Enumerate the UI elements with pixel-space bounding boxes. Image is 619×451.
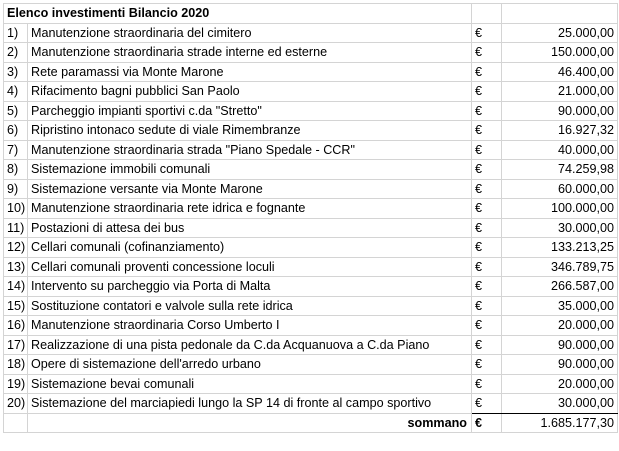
table-title[interactable]: Elenco investimenti Bilancio 2020 xyxy=(4,4,472,24)
item-currency[interactable]: € xyxy=(472,199,502,219)
item-number[interactable]: 13) xyxy=(4,257,28,277)
table-row xyxy=(4,160,618,180)
table-row xyxy=(4,43,618,63)
investments-table xyxy=(3,3,618,433)
item-amount[interactable]: 16.927,32 xyxy=(502,121,618,141)
item-number[interactable]: 2) xyxy=(4,43,28,63)
table-row xyxy=(4,296,618,316)
item-number[interactable]: 9) xyxy=(4,179,28,199)
table-row xyxy=(4,62,618,82)
title-row xyxy=(4,4,618,24)
item-description[interactable]: Sistemazione del marciapiedi lungo la SP 14 di fronte al campo sportivo xyxy=(28,394,472,414)
table-row xyxy=(4,121,618,141)
item-amount[interactable]: 21.000,00 xyxy=(502,82,618,102)
item-number[interactable]: 19) xyxy=(4,374,28,394)
item-currency[interactable]: € xyxy=(472,257,502,277)
table-row xyxy=(4,199,618,219)
item-amount[interactable]: 30.000,00 xyxy=(502,394,618,414)
item-number[interactable]: 8) xyxy=(4,160,28,180)
item-amount[interactable]: 90.000,00 xyxy=(502,355,618,375)
item-currency[interactable]: € xyxy=(472,296,502,316)
item-description[interactable]: Rifacimento bagni pubblici San Paolo xyxy=(28,82,472,102)
item-number[interactable]: 14) xyxy=(4,277,28,297)
table-row xyxy=(4,238,618,258)
item-currency[interactable]: € xyxy=(472,62,502,82)
total-currency[interactable]: € xyxy=(472,413,502,433)
item-number[interactable]: 18) xyxy=(4,355,28,375)
table-row xyxy=(4,23,618,43)
item-currency[interactable]: € xyxy=(472,238,502,258)
item-number[interactable]: 16) xyxy=(4,316,28,336)
item-amount[interactable]: 20.000,00 xyxy=(502,316,618,336)
item-currency[interactable]: € xyxy=(472,374,502,394)
empty-cell[interactable] xyxy=(502,4,618,24)
item-number[interactable]: 6) xyxy=(4,121,28,141)
item-currency[interactable]: € xyxy=(472,160,502,180)
item-currency[interactable]: € xyxy=(472,394,502,414)
item-description[interactable]: Sistemazione versante via Monte Marone xyxy=(28,179,472,199)
item-amount[interactable]: 35.000,00 xyxy=(502,296,618,316)
item-amount[interactable]: 90.000,00 xyxy=(502,101,618,121)
item-number[interactable]: 12) xyxy=(4,238,28,258)
item-currency[interactable]: € xyxy=(472,43,502,63)
table-row xyxy=(4,140,618,160)
total-row xyxy=(4,413,618,433)
empty-cell[interactable] xyxy=(4,413,28,433)
item-currency[interactable]: € xyxy=(472,82,502,102)
table-row xyxy=(4,335,618,355)
item-description[interactable]: Cellari comunali (cofinanziamento) xyxy=(28,238,472,258)
item-amount[interactable]: 30.000,00 xyxy=(502,218,618,238)
item-description[interactable]: Rete paramassi via Monte Marone xyxy=(28,62,472,82)
table-row xyxy=(4,374,618,394)
item-currency[interactable]: € xyxy=(472,179,502,199)
item-description[interactable]: Intervento su parcheggio via Porta di Malta xyxy=(28,277,472,297)
item-description[interactable]: Sistemazione immobili comunali xyxy=(28,160,472,180)
table-row xyxy=(4,355,618,375)
item-number[interactable]: 20) xyxy=(4,394,28,414)
item-number[interactable]: 1) xyxy=(4,23,28,43)
item-description[interactable]: Opere di sistemazione dell'arredo urbano xyxy=(28,355,472,375)
item-description[interactable]: Manutenzione straordinaria rete idrica e fognante xyxy=(28,199,472,219)
item-number[interactable]: 17) xyxy=(4,335,28,355)
item-description[interactable]: Manutenzione straordinaria Corso Umberto I xyxy=(28,316,472,336)
item-currency[interactable]: € xyxy=(472,121,502,141)
total-amount[interactable]: 1.685.177,30 xyxy=(502,413,618,433)
item-number[interactable]: 15) xyxy=(4,296,28,316)
item-description[interactable]: Realizzazione di una pista pedonale da C.da Acquanuova a C.da Piano xyxy=(28,335,472,355)
table-row xyxy=(4,316,618,336)
item-currency[interactable]: € xyxy=(472,355,502,375)
table-row xyxy=(4,82,618,102)
item-currency[interactable]: € xyxy=(472,218,502,238)
table-row xyxy=(4,277,618,297)
item-amount[interactable]: 40.000,00 xyxy=(502,140,618,160)
item-currency[interactable]: € xyxy=(472,335,502,355)
table-row xyxy=(4,179,618,199)
table-row xyxy=(4,101,618,121)
item-amount[interactable]: 20.000,00 xyxy=(502,374,618,394)
item-amount[interactable]: 346.789,75 xyxy=(502,257,618,277)
item-amount[interactable]: 74.259,98 xyxy=(502,160,618,180)
item-number[interactable]: 10) xyxy=(4,199,28,219)
item-currency[interactable]: € xyxy=(472,23,502,43)
empty-cell[interactable] xyxy=(472,4,502,24)
item-currency[interactable]: € xyxy=(472,316,502,336)
item-description[interactable]: Postazioni di attesa dei bus xyxy=(28,218,472,238)
item-amount[interactable]: 100.000,00 xyxy=(502,199,618,219)
item-description[interactable]: Sostituzione contatori e valvole sulla rete idrica xyxy=(28,296,472,316)
item-number[interactable]: 5) xyxy=(4,101,28,121)
item-description[interactable]: Manutenzione straordinaria del cimitero xyxy=(28,23,472,43)
item-description[interactable]: Parcheggio impianti sportivi c.da "Stretto" xyxy=(28,101,472,121)
item-amount[interactable]: 46.400,00 xyxy=(502,62,618,82)
table-row xyxy=(4,218,618,238)
item-number[interactable]: 4) xyxy=(4,82,28,102)
item-amount[interactable]: 90.000,00 xyxy=(502,335,618,355)
item-description[interactable]: Sistemazione bevai comunali xyxy=(28,374,472,394)
item-currency[interactable]: € xyxy=(472,101,502,121)
table-row xyxy=(4,394,618,414)
item-amount[interactable]: 25.000,00 xyxy=(502,23,618,43)
investments-table-body xyxy=(4,4,618,433)
item-description[interactable]: Manutenzione straordinaria strada "Piano Spedale - CCR" xyxy=(28,140,472,160)
item-currency[interactable]: € xyxy=(472,277,502,297)
total-label[interactable]: sommano xyxy=(28,413,472,433)
item-number[interactable]: 7) xyxy=(4,140,28,160)
item-description[interactable]: Cellari comunali proventi concessione loculi xyxy=(28,257,472,277)
item-amount[interactable]: 266.587,00 xyxy=(502,277,618,297)
item-amount[interactable]: 60.000,00 xyxy=(502,179,618,199)
item-description[interactable]: Ripristino intonaco sedute di viale Rimembranze xyxy=(28,121,472,141)
item-description[interactable]: Manutenzione straordinaria strade interne ed esterne xyxy=(28,43,472,63)
item-amount[interactable]: 133.213,25 xyxy=(502,238,618,258)
item-currency[interactable]: € xyxy=(472,140,502,160)
item-number[interactable]: 11) xyxy=(4,218,28,238)
table-row xyxy=(4,257,618,277)
item-amount[interactable]: 150.000,00 xyxy=(502,43,618,63)
item-number[interactable]: 3) xyxy=(4,62,28,82)
